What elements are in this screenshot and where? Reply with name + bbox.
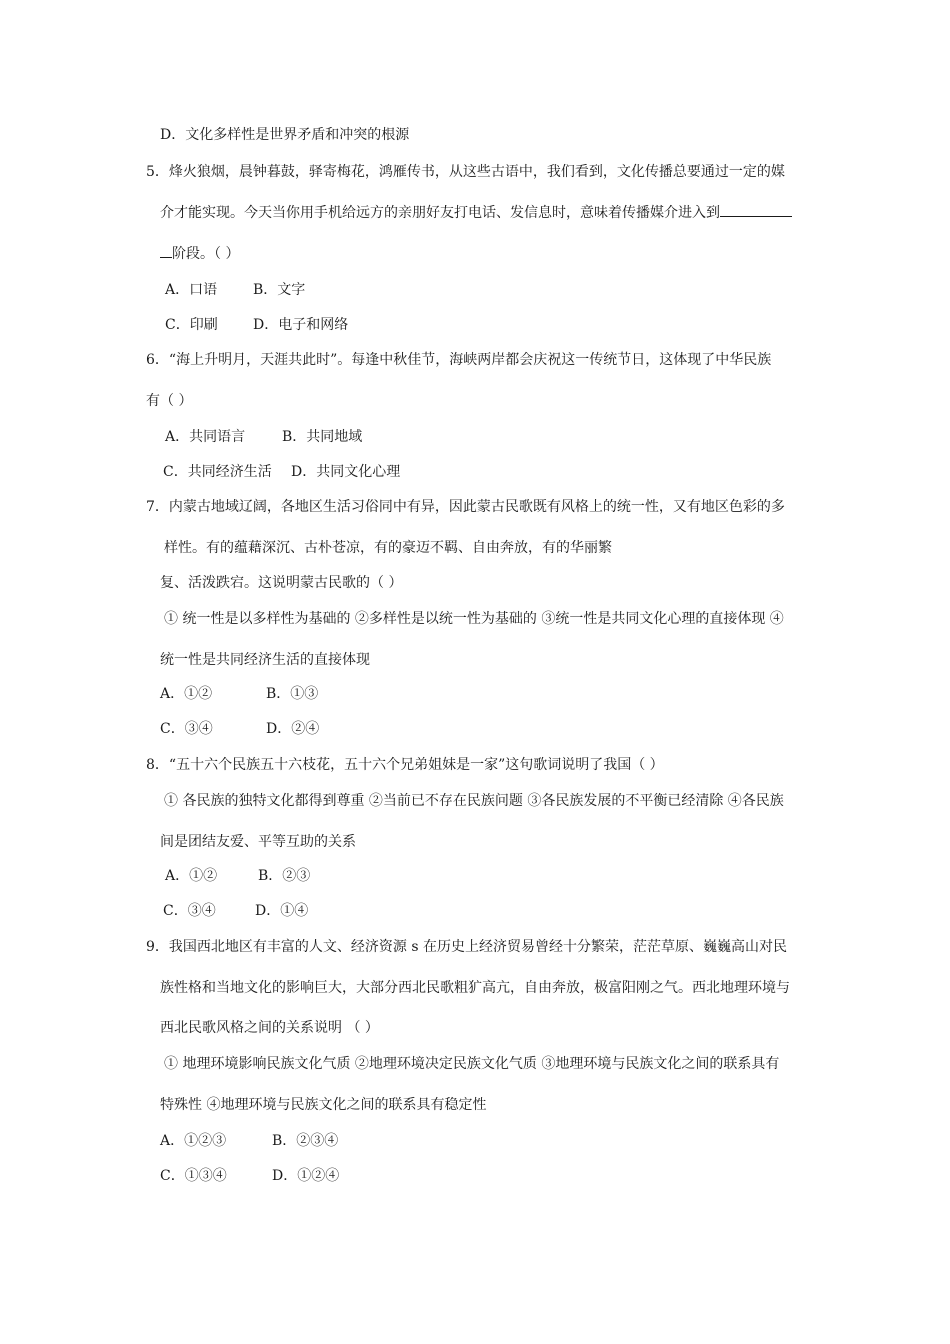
q9-option-b: B．②③④: [272, 1133, 339, 1149]
q6-option-c: C．共同经济生活: [163, 464, 272, 480]
q6-option-b: B．共同地域: [282, 429, 363, 445]
q5-stem-tail: 阶段。（ ）: [172, 246, 240, 262]
q7-statement-line-2: 统一性是共同经济生活的直接体现: [160, 652, 370, 668]
q8-option-c: C．③④: [163, 903, 216, 919]
q8-statement-line-1: ① 各民族的独特文化都得到尊重 ②当前已不存在民族问题 ③各民族发展的不平衡已经清除 ④各民族: [164, 793, 784, 809]
q4-option-d: D．文化多样性是世界矛盾和冲突的根源: [160, 127, 410, 143]
q9-stem-line-3: 西北民歌风格之间的关系说明 （ ）: [160, 1020, 379, 1036]
q7-option-d: D．②④: [266, 721, 320, 737]
q9-option-c: C．①③④: [160, 1168, 227, 1184]
q9-statement-line-1: ① 地理环境影响民族文化气质 ②地理环境决定民族文化气质 ③地理环境与民族文化之间的联系具有: [164, 1056, 780, 1072]
q9-statement-line-2: 特殊性 ④地理环境与民族文化之间的联系具有稳定性: [160, 1097, 487, 1113]
q8-option-a: A．①②: [165, 868, 218, 884]
q7-option-a: A．①②: [160, 686, 213, 702]
q5-stem-line-2: [160, 202, 792, 223]
q8-option-b: B．②③: [258, 868, 311, 884]
q5-option-c: C．印刷: [165, 317, 218, 333]
q9-stem-line-2: 族性格和当地文化的影响巨大，大部分西北民歌粗犷高亢，自由奔放，极富阳刚之气。西北地理环境与: [160, 980, 790, 996]
q7-stem-line-2: 样性。有的蕴藉深沉、古朴苍凉，有的豪迈不羁、自由奔放，有的华丽繁: [164, 540, 612, 556]
q5-answer-blank: [720, 202, 792, 217]
q8-option-d: D．①④: [255, 903, 309, 919]
q6-option-a: A．共同语言: [165, 429, 246, 445]
q7-stem-line-1: 7．内蒙古地域辽阔，各地区生活习俗同中有异，因此蒙古民歌既有风格上的统一性，又有地区色彩的多: [146, 499, 785, 515]
q6-stem-line-2: 有（ ）: [146, 393, 193, 409]
q7-statement-line-1: ① 统一性是以多样性为基础的 ②多样性是以统一性为基础的 ③统一性是共同文化心理的直接体现 ④: [164, 611, 784, 627]
q6-option-d: D．共同文化心理: [291, 464, 401, 480]
q5-answer-blank-cont: [160, 243, 172, 258]
q5-option-a: A．口语: [165, 282, 218, 298]
q5-stem-line-1: 5．烽火狼烟，晨钟暮鼓，驿寄梅花，鸿雁传书，从这些古语中，我们看到，文化传播总要通过一定的媒: [146, 164, 785, 180]
q8-statement-line-2: 间是团结友爱、平等互助的关系: [160, 834, 356, 850]
q9-stem-line-1: 9．我国西北地区有丰富的人文、经济资源 s 在历史上经济贸易曾经十分繁荣，茫茫草原、巍巍高山对民: [146, 939, 787, 955]
q7-option-b: B．①③: [266, 686, 319, 702]
q5-stem-text: 介才能实现。今天当你用手机给远方的亲朋好友打电话、发信息时，意味着传播媒介进入到: [160, 205, 720, 221]
q9-option-a: A．①②③: [160, 1133, 227, 1149]
q5-option-b: B．文字: [253, 282, 306, 298]
q9-option-d: D．①②④: [272, 1168, 340, 1184]
q5-option-d: D．电子和网络: [253, 317, 349, 333]
q7-stem-line-3: 复、活泼跌宕。这说明蒙古民歌的（ ）: [160, 575, 403, 591]
q5-stem-line-3: [160, 243, 239, 264]
q8-stem-line-1: 8．“五十六个民族五十六枝花，五十六个兄弟姐妹是一家”这句歌词说明了我国（ ）: [146, 757, 664, 773]
q7-option-c: C．③④: [160, 721, 213, 737]
q6-stem-line-1: 6．“海上升明月，天涯共此时”。每逢中秋佳节，海峡两岸都会庆祝这一传统节日，这体现了中华民族: [146, 352, 772, 368]
